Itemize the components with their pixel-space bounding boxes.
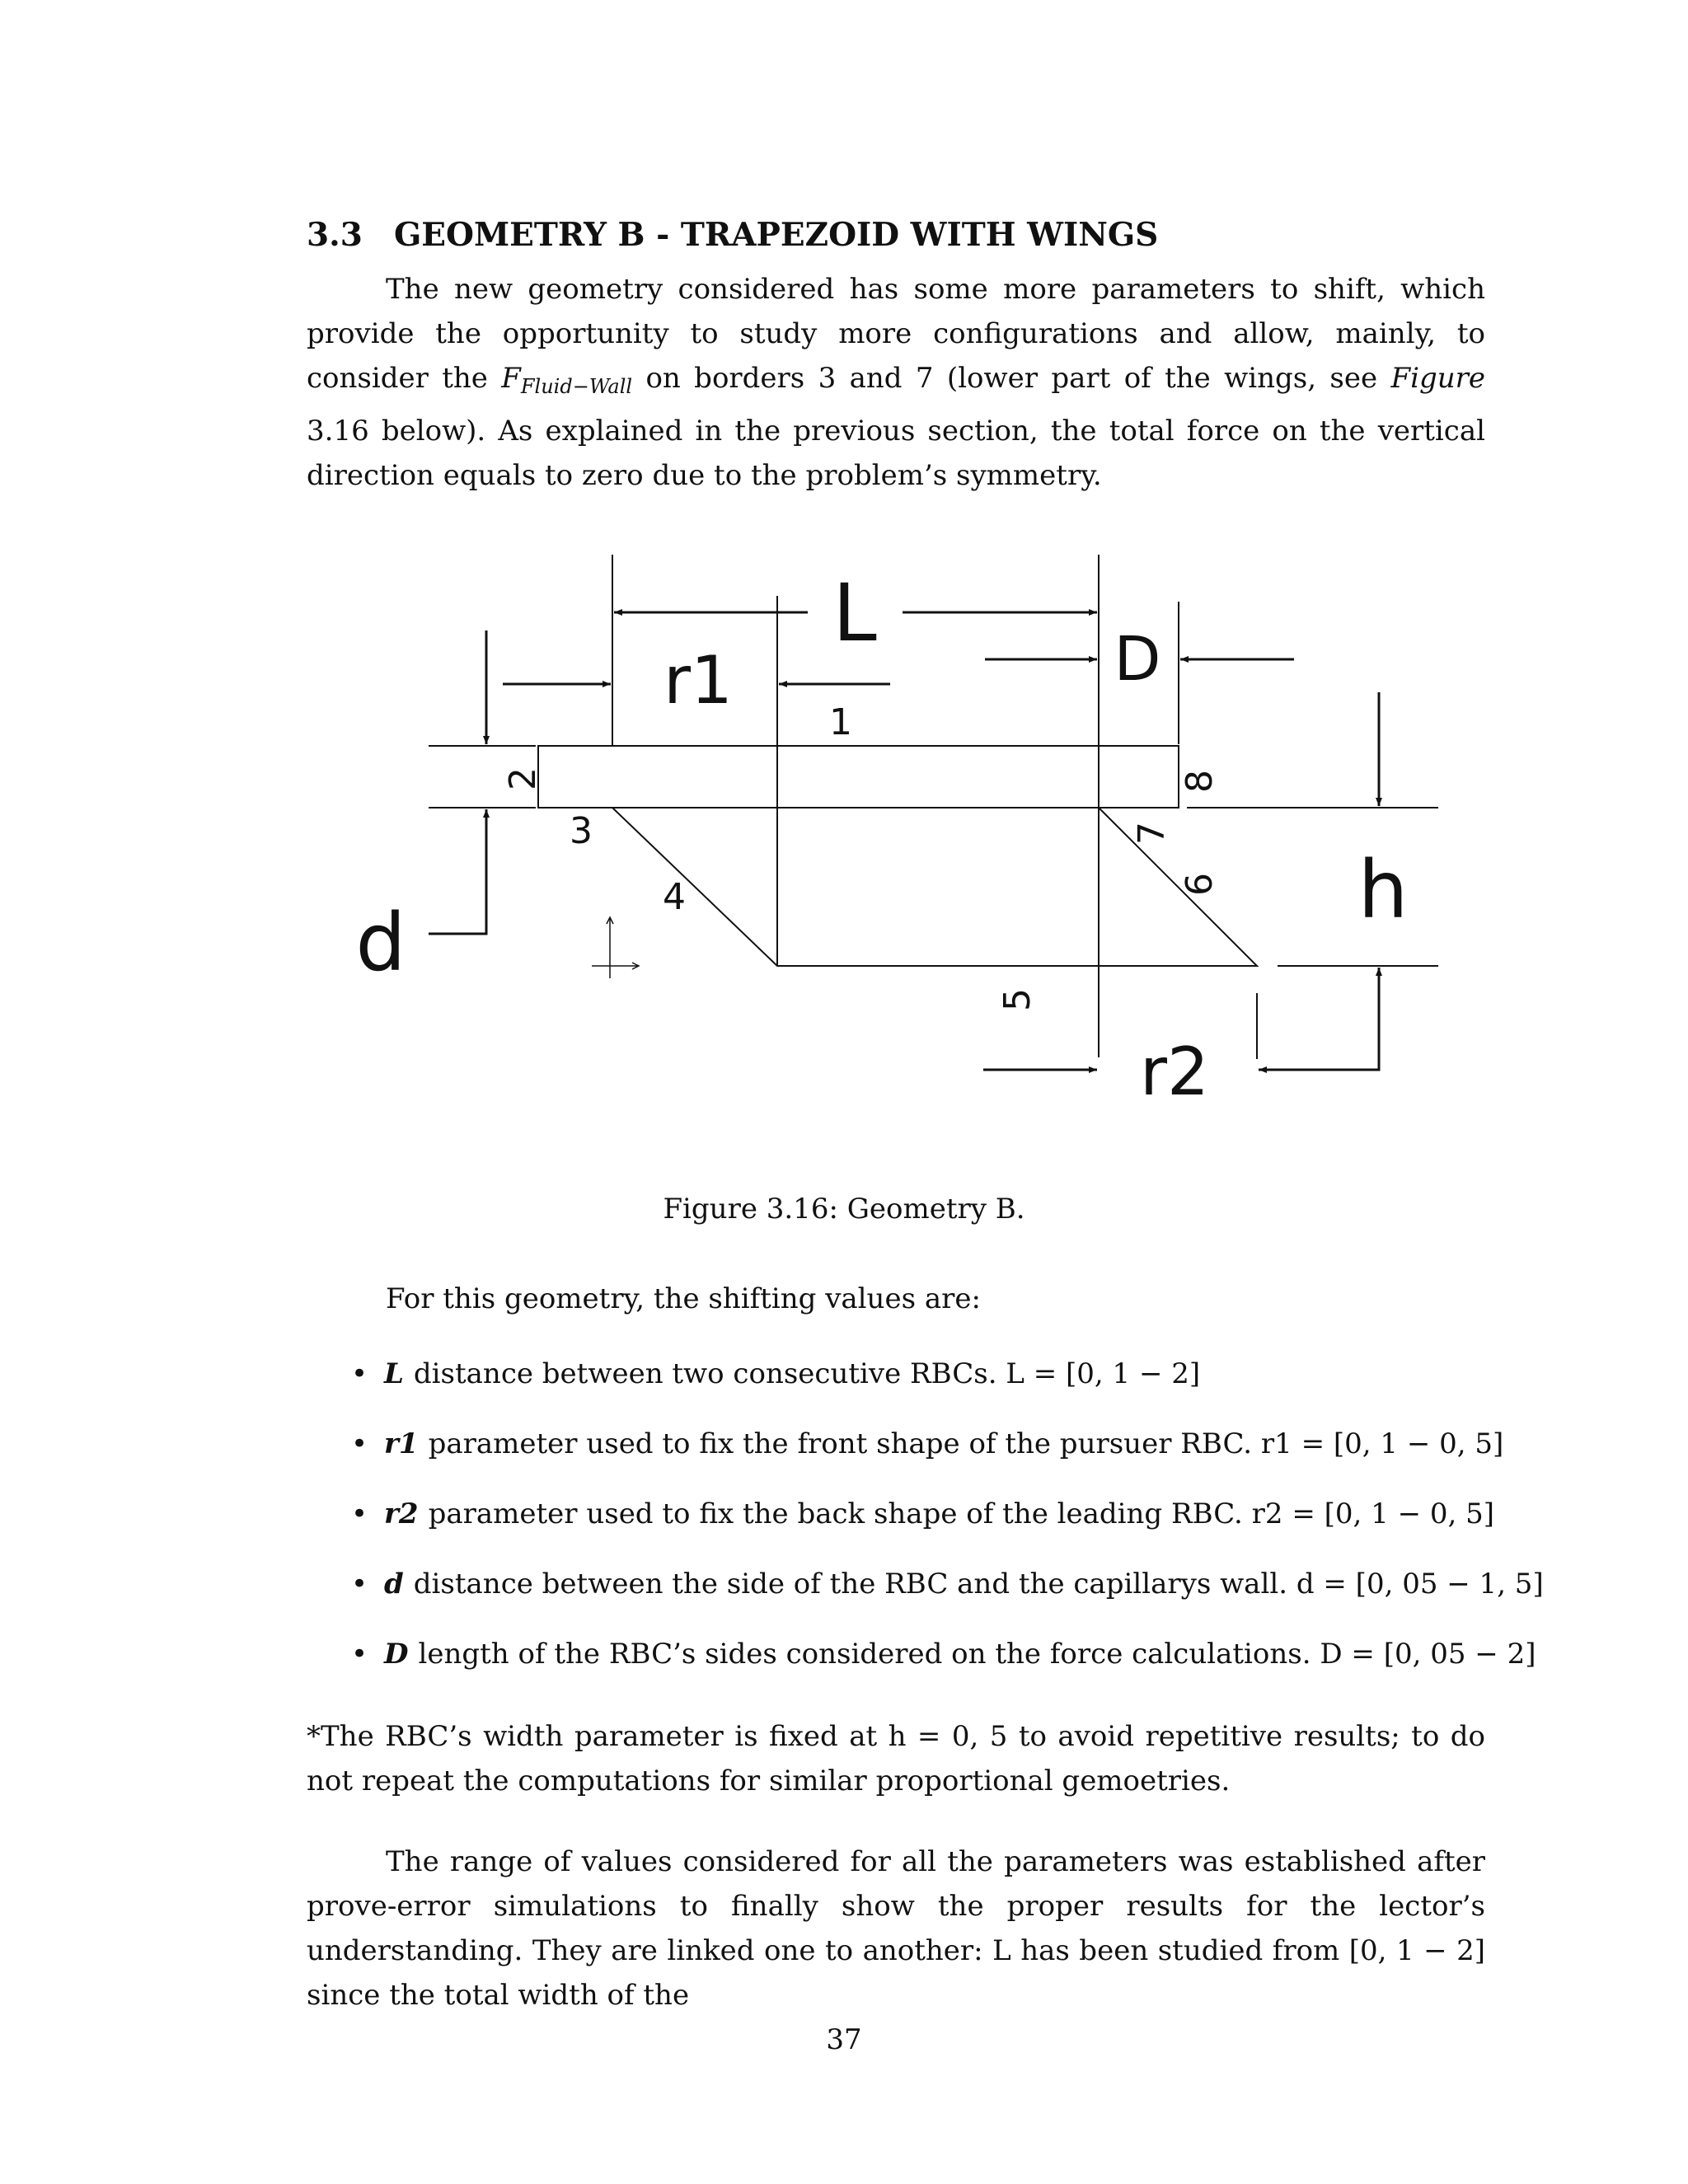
final-paragraph: The range of values considered for all the parameters was established after prove-error simulations to finally show the proper results for the lector’s understanding. They are linked one to another: L has been studied from [0, 1 − 2] since the total width of the (307, 1845, 1485, 2012)
label-D: D (1114, 624, 1161, 695)
bullet-icon: • (351, 1357, 368, 1390)
label-r2: r2 (1140, 1033, 1209, 1110)
border-label-5: 5 (996, 988, 1039, 1011)
rbc-top-rectangle (538, 746, 1179, 808)
border-label-3: 3 (570, 810, 593, 852)
lead-in-paragraph: For this geometry, the shifting values are: (386, 1282, 981, 1315)
force-subscript: Fluid−Wall (520, 375, 633, 398)
label-r1: r1 (663, 642, 733, 719)
list-item: • r2 parameter used to fix the back shape of the leading RBC. r2 = [0, 1 − 0, 5] (307, 1492, 1485, 1562)
section-heading (307, 216, 1158, 254)
border-label-7: 7 (1131, 822, 1173, 845)
border-label-6: 6 (1179, 873, 1221, 896)
figure-geometry-b (330, 540, 1467, 1150)
page-number: 37 (826, 2023, 862, 2056)
bullet-icon: • (351, 1427, 368, 1460)
section-title: GEOMETRY B - TRAPEZOID WITH WINGS (394, 216, 1159, 254)
list-item: • d distance between the side of the RBC and the capillarys wall. d = [0, 05 − 1, 5] (307, 1562, 1485, 1632)
figure-caption: Figure 3.16: Geometry B. (663, 1193, 1025, 1226)
border-label-1: 1 (829, 701, 852, 743)
dim-arrow-h-bottom (1302, 968, 1379, 1070)
parameter-list (307, 1352, 1544, 1702)
label-d: d (355, 897, 406, 989)
border-label-8: 8 (1179, 770, 1221, 793)
bullet-icon: • (351, 1638, 368, 1671)
bullet-icon: • (351, 1497, 368, 1530)
note-paragraph: *The RBC’s width parameter is fixed at h = 0, 5 to avoid repetitive results; to do not repeat the computations for similar proportional gemoetries. (307, 1720, 1485, 1797)
border-label-2: 2 (502, 767, 544, 790)
force-symbol: F (501, 362, 521, 395)
list-item: • D length of the RBC’s sides considered on the force calculations. D = [0, 05 − 2] (307, 1632, 1485, 1702)
section-number: 3.3 (307, 216, 363, 254)
label-h: h (1357, 844, 1409, 936)
border-label-4: 4 (663, 876, 686, 918)
list-item: • r1 parameter used to fix the front shape of the pursuer RBC. r1 = [0, 1 − 0, 5] (307, 1422, 1485, 1492)
intro-paragraph: The new geometry considered has some more parameters to shift, which provide the opportunity to study more configurations and allow, mainly, to consider the $F_{Fluid-Wall}$ on borders 3 and 7 (lower part of the wings, see Figure 3.16 below). As explained in the previous section, the total force on the vertical direction equals to zero due to the problem’s symmetry. (307, 273, 1486, 492)
label-L: L (832, 567, 877, 659)
bullet-icon: • (351, 1568, 368, 1601)
list-item: • L distance between two consecutive RBCs. L = [0, 1 − 2] (307, 1352, 1485, 1422)
origin-axes-icon (592, 917, 639, 978)
dim-arrow-d-bottom (429, 809, 486, 934)
